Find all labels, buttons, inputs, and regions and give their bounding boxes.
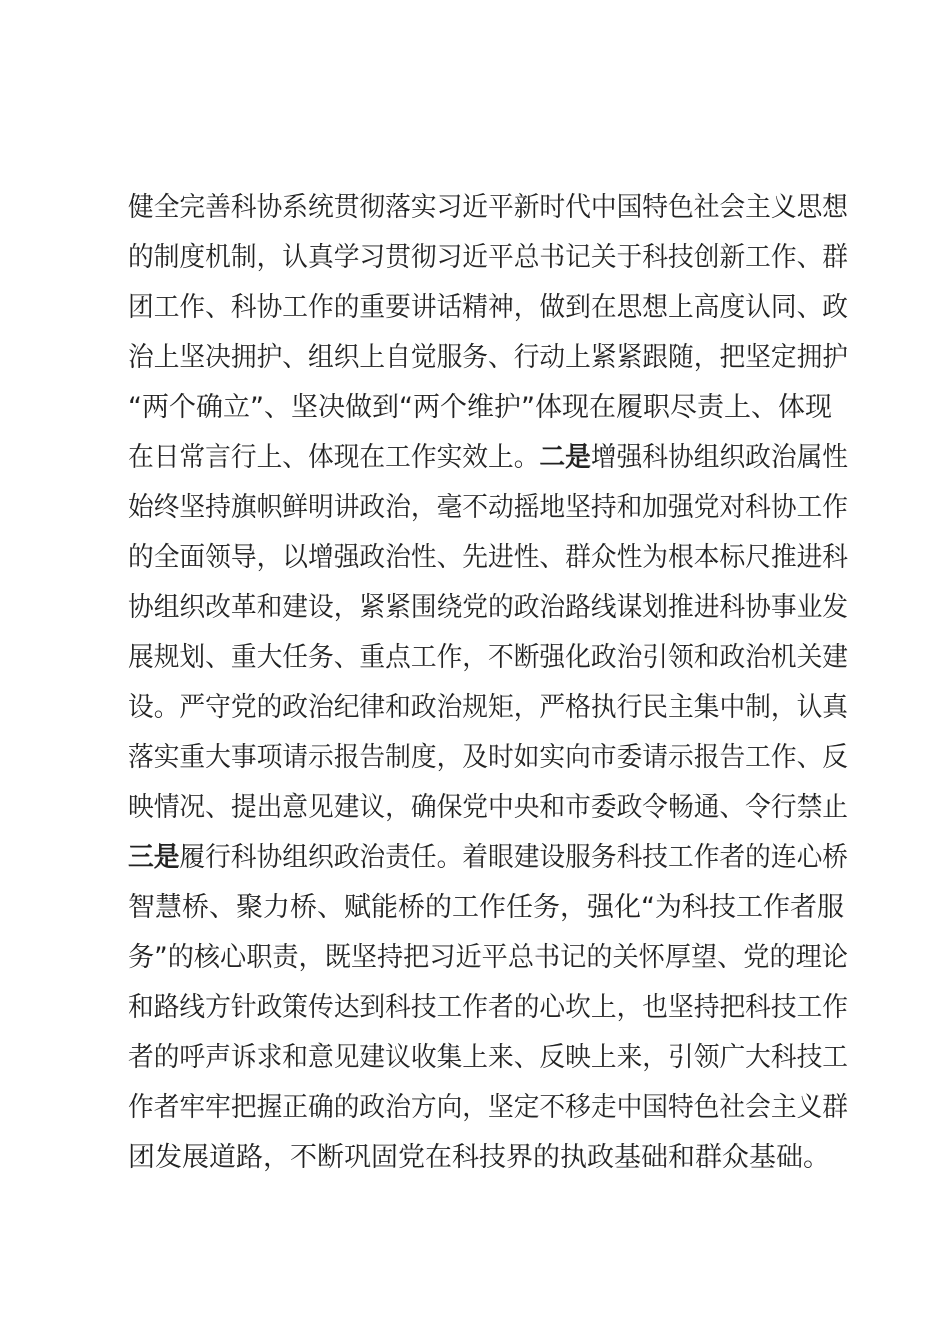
text-line: [128, 1083, 849, 1133]
text-line: [128, 783, 849, 833]
text-segment: 作者牢牢把握正确的政治方向，坚定不移走中国特色社会主义群: [128, 1092, 849, 1123]
text-line: [128, 833, 849, 883]
text-line: [128, 1133, 848, 1183]
text-line: [128, 533, 849, 583]
text-line: [128, 433, 849, 483]
text-segment: 团工作、科协工作的重要讲话精神，做到在思想上高度认同、政: [128, 292, 849, 323]
text-line: [128, 1033, 849, 1083]
text-segment: 务”的核心职责，既坚持把习近平总书记的关怀厚望、党的理论: [128, 942, 848, 973]
text-line: [128, 933, 848, 983]
text-line: [128, 583, 849, 633]
text-segment: 映情况、提出意见建议，确保党中央和市委政令畅通、令行禁止: [128, 792, 849, 823]
body-paragraph: [128, 183, 848, 1183]
text-segment: 展规划、重大任务、重点工作，不断强化政治引领和政治机关建: [128, 642, 849, 673]
text-segment: 和路线方针政策传达到科技工作者的心坎上，也坚持把科技工作: [128, 992, 849, 1023]
text-segment: 始终坚持旗帜鲜明讲政治，毫不动摇地坚持和加强党对科协工作: [128, 492, 849, 523]
text-segment: 的制度机制，认真学习贯彻习近平总书记关于科技创新工作、群: [128, 242, 849, 273]
text-line: [128, 483, 849, 533]
text-line: [128, 883, 848, 933]
text-segment: 治上坚决拥护、组织上自觉服务、行动上紧紧跟随，把坚定拥护: [128, 342, 849, 373]
text-segment: 落实重大事项请示报告制度，及时如实向市委请示报告工作、反: [128, 742, 849, 773]
text-segment: 的全面领导，以增强政治性、先进性、群众性为根本标尺推进科: [128, 542, 849, 573]
text-line: [128, 983, 849, 1033]
text-segment: 健全完善科协系统贯彻落实习近平新时代中国特色社会主义思想: [128, 192, 849, 223]
text-line: [128, 733, 849, 783]
text-segment: 增强科协组织政治属性: [590, 442, 849, 473]
text-segment: 在日常言行上、体现在工作实效上。: [128, 442, 540, 473]
text-line: [128, 633, 849, 683]
text-segment: 者的呼声诉求和意见建议收集上来、反映上来，引领广大科技工: [128, 1042, 849, 1073]
text-segment: 智慧桥、聚力桥、赋能桥的工作任务，强化“为科技工作者服: [128, 892, 844, 923]
text-segment: 团发展道路，不断巩固党在科技界的执政基础和群众基础。: [128, 1142, 830, 1173]
text-line: [128, 283, 849, 333]
text-segment: 设。严守党的政治纪律和政治规矩，严格执行民主集中制，认真: [128, 692, 849, 723]
text-line: [128, 333, 849, 383]
bold-ordinal-label: 三是: [128, 842, 180, 873]
text-segment: 履行科协组织政治责任。着眼建设服务科技工作者的连心桥: [179, 842, 849, 873]
text-line: [128, 683, 849, 733]
text-line: [128, 183, 849, 233]
text-segment: 协组织改革和建设，紧紧围绕党的政治路线谋划推进科协事业发: [128, 592, 849, 623]
bold-ordinal-label: 二是: [539, 442, 591, 473]
text-line: [128, 383, 848, 433]
text-line: [128, 233, 849, 283]
text-segment: “两个确立”、坚决做到“两个维护”体现在履职尽责上、体现: [128, 392, 832, 423]
